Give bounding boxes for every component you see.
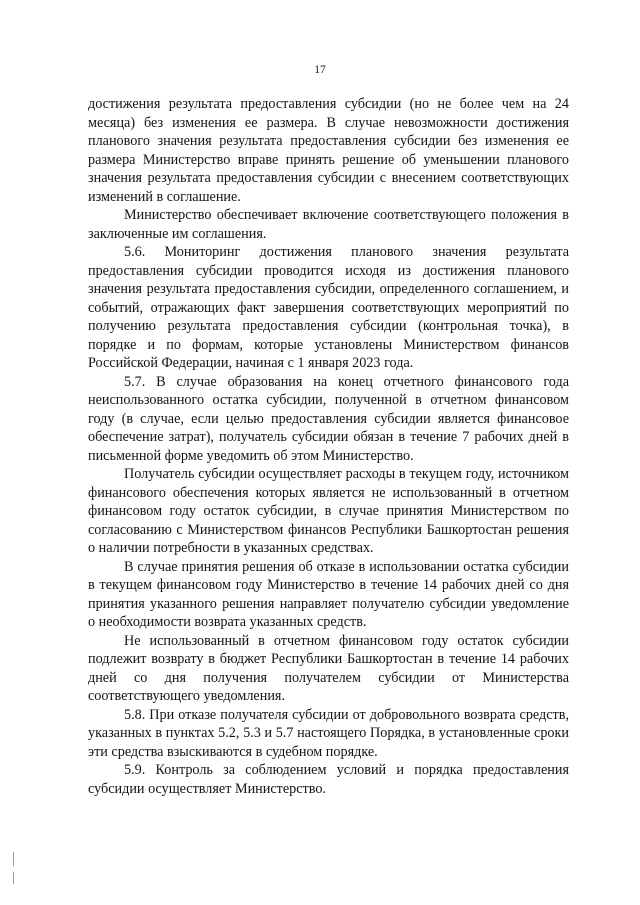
scan-margin-mark bbox=[13, 872, 14, 884]
paragraph-continued: достижения результата предоставления субсидии (но не более чем на 24 месяца) без изменения ее размера. В случае невозможности достижения планового значения результата предоставления субсидии без изменения ее размера Министерство вправе принять решение об уменьшении планового значения результата предоставления субсидии с внесением соответствующих изменений в соглашение. bbox=[88, 96, 569, 205]
paragraph-5-8: 5.8. При отказе получателя субсидии от добровольного возврата средств, указанных в пунктах 5.2, 5.3 и 5.7 настоящего Порядка, в установленные сроки эти средства взыскиваются в судебном порядке. bbox=[88, 706, 569, 760]
scan-margin-mark bbox=[13, 852, 14, 866]
paragraph-ministry-obligation: Министерство обеспечивает включение соответствующего положения в заключенные им соглашения. bbox=[88, 207, 569, 242]
paragraph-5-7: 5.7. В случае образования на конец отчетного финансового года неиспользованного остатка субсидии, полученной в отчетном финансовом году (в случае, если целью предоставления субсидии является финансовое обеспечение затрат), получатель субсидии обязан в течение 7 рабочих дней в письменной форме уведомить об этом Министерство. bbox=[88, 373, 569, 464]
paragraph-5-9: 5.9. Контроль за соблюдением условий и порядка предоставления субсидии осуществляет Министерство. bbox=[88, 762, 569, 797]
document-body bbox=[88, 95, 569, 798]
paragraph-refusal-decision: В случае принятия решения об отказе в использовании остатка субсидии в текущем финансовом году Министерство в течение 14 рабочих дней со дня принятия указанного решения направляет получателю субсидии уведомление о необходимости возврата указанных средств. bbox=[88, 558, 569, 630]
page-number: 17 bbox=[314, 64, 326, 76]
paragraph-5-6: 5.6. Мониторинг достижения планового значения результата предоставления субсидии проводится исходя из достижения планового значения результата предоставления субсидии, определенного соглашением, и событий, отражающих факт завершения соответствующих мероприятий по получению результата предоставления субсидии (контрольная точка), в порядке и по формам, которые установлены Министерством финансов Российской Федерации, начиная с 1 января 2023 года. bbox=[88, 244, 569, 371]
paragraph-recipient-expenses: Получатель субсидии осуществляет расходы в текущем году, источником финансового обеспечения которых является не использованный в отчетном финансовом году остаток субсидии, в случае принятия Министерством по согласованию с Министерством финансов Республики Башкортостан решения о наличии потребности в указанных средствах. bbox=[88, 466, 569, 556]
paragraph-unused-balance-return: Не использованный в отчетном финансовом году остаток субсидии подлежит возврату в бюджет Республики Башкортостан в течение 14 рабочих дней со дня получения получателем субсидии от Министерства соответствующего уведомления. bbox=[88, 632, 569, 704]
